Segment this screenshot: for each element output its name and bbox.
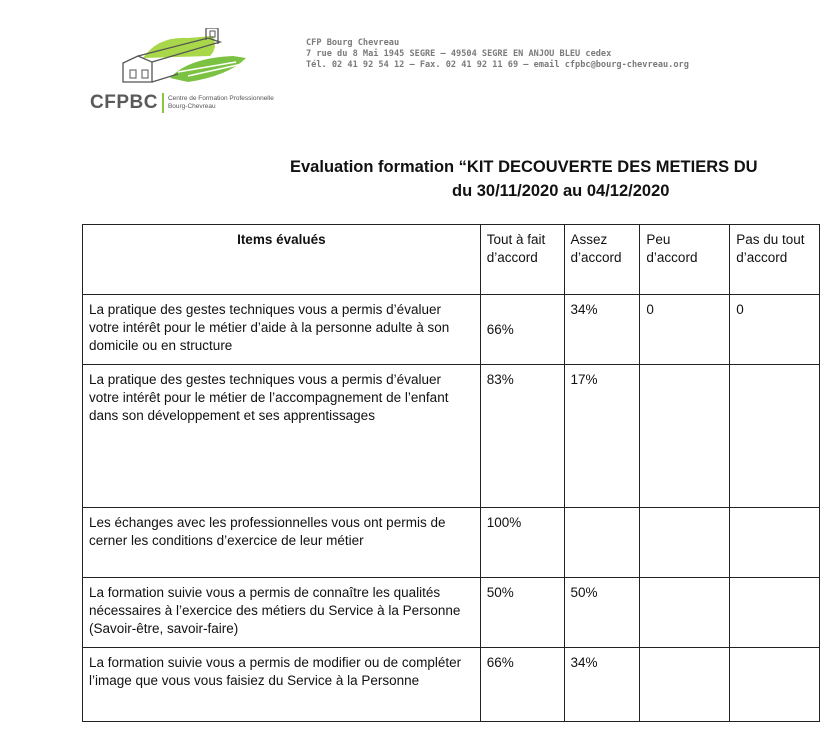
row-tout: 50%: [480, 578, 564, 648]
building-logo-icon: [118, 28, 248, 90]
header-items: Items évalués: [83, 225, 481, 295]
table-row: [83, 365, 820, 508]
header-assez: Assez d’accord: [564, 225, 640, 295]
row-item: La pratique des gestes techniques vous a permis d’évaluer votre intérêt pour le métier de l’accompagnement de l’enfant dans son développement et ses apprentissages: [83, 365, 481, 508]
cfpbc-logo: [88, 28, 288, 123]
title-line-1: Evaluation formation “KIT DECOUVERTE DES METIERS DU: [290, 158, 758, 176]
logo-subtitle: Centre de Formation Professionnelle Bourg-Chevreau: [167, 95, 274, 110]
row-peu: [640, 365, 730, 508]
row-assez: 34%: [564, 648, 640, 722]
logo-brand: CFPBC: [90, 92, 158, 113]
row-item: La formation suivie vous a permis de connaître les qualités nécessaires à l’exercice des métiers du Service à la Personne (Savoir-être, savoir-faire): [83, 578, 481, 648]
table-header-row: [83, 225, 820, 295]
row-pas: [730, 508, 820, 578]
org-address: 7 rue du 8 Mai 1945 SEGRE – 49504 SEGRE EN ANJOU BLEU cedex: [306, 49, 612, 59]
row-item: La formation suivie vous a permis de modifier ou de compléter l’image que vous vous faisiez du Service à la Personne: [83, 648, 481, 722]
organization-info: [306, 38, 689, 71]
table-row: [83, 578, 820, 648]
document-title: [290, 155, 820, 203]
row-peu: 0: [640, 295, 730, 365]
row-assez: 17%: [564, 365, 640, 508]
row-pas: 0: [730, 295, 820, 365]
row-pas: [730, 648, 820, 722]
header-tout-a-fait: Tout à fait d’accord: [480, 225, 564, 295]
header-pas-du-tout: Pas du tout d’accord: [730, 225, 820, 295]
table-row: [83, 508, 820, 578]
logo-divider: [162, 93, 164, 113]
row-pas: [730, 365, 820, 508]
row-assez: 50%: [564, 578, 640, 648]
header-peu: Peu d’accord: [640, 225, 730, 295]
row-assez: 34%: [564, 295, 640, 365]
row-peu: [640, 578, 730, 648]
row-tout: 100%: [480, 508, 564, 578]
row-tout: 66%: [480, 295, 564, 365]
table-row: [83, 648, 820, 722]
row-tout: 83%: [480, 365, 564, 508]
evaluation-table: [82, 224, 820, 722]
row-peu: [640, 508, 730, 578]
row-item: La pratique des gestes techniques vous a permis d’évaluer votre intérêt pour le métier d’aide à la personne adulte à son domicile ou en structure: [83, 295, 481, 365]
row-pas: [730, 578, 820, 648]
org-name: CFP Bourg Chevreau: [306, 38, 400, 48]
table-row: [83, 295, 820, 365]
row-assez: [564, 508, 640, 578]
row-tout: 66%: [480, 648, 564, 722]
org-contact: Tél. 02 41 92 54 12 – Fax. 02 41 92 11 69 – email cfpbc@bourg-chevreau.org: [306, 60, 689, 70]
row-peu: [640, 648, 730, 722]
row-item: Les échanges avec les professionnelles vous ont permis de cerner les conditions d’exercice de leur métier: [83, 508, 481, 578]
title-line-2: du 30/11/2020 au 04/12/2020: [452, 182, 670, 200]
